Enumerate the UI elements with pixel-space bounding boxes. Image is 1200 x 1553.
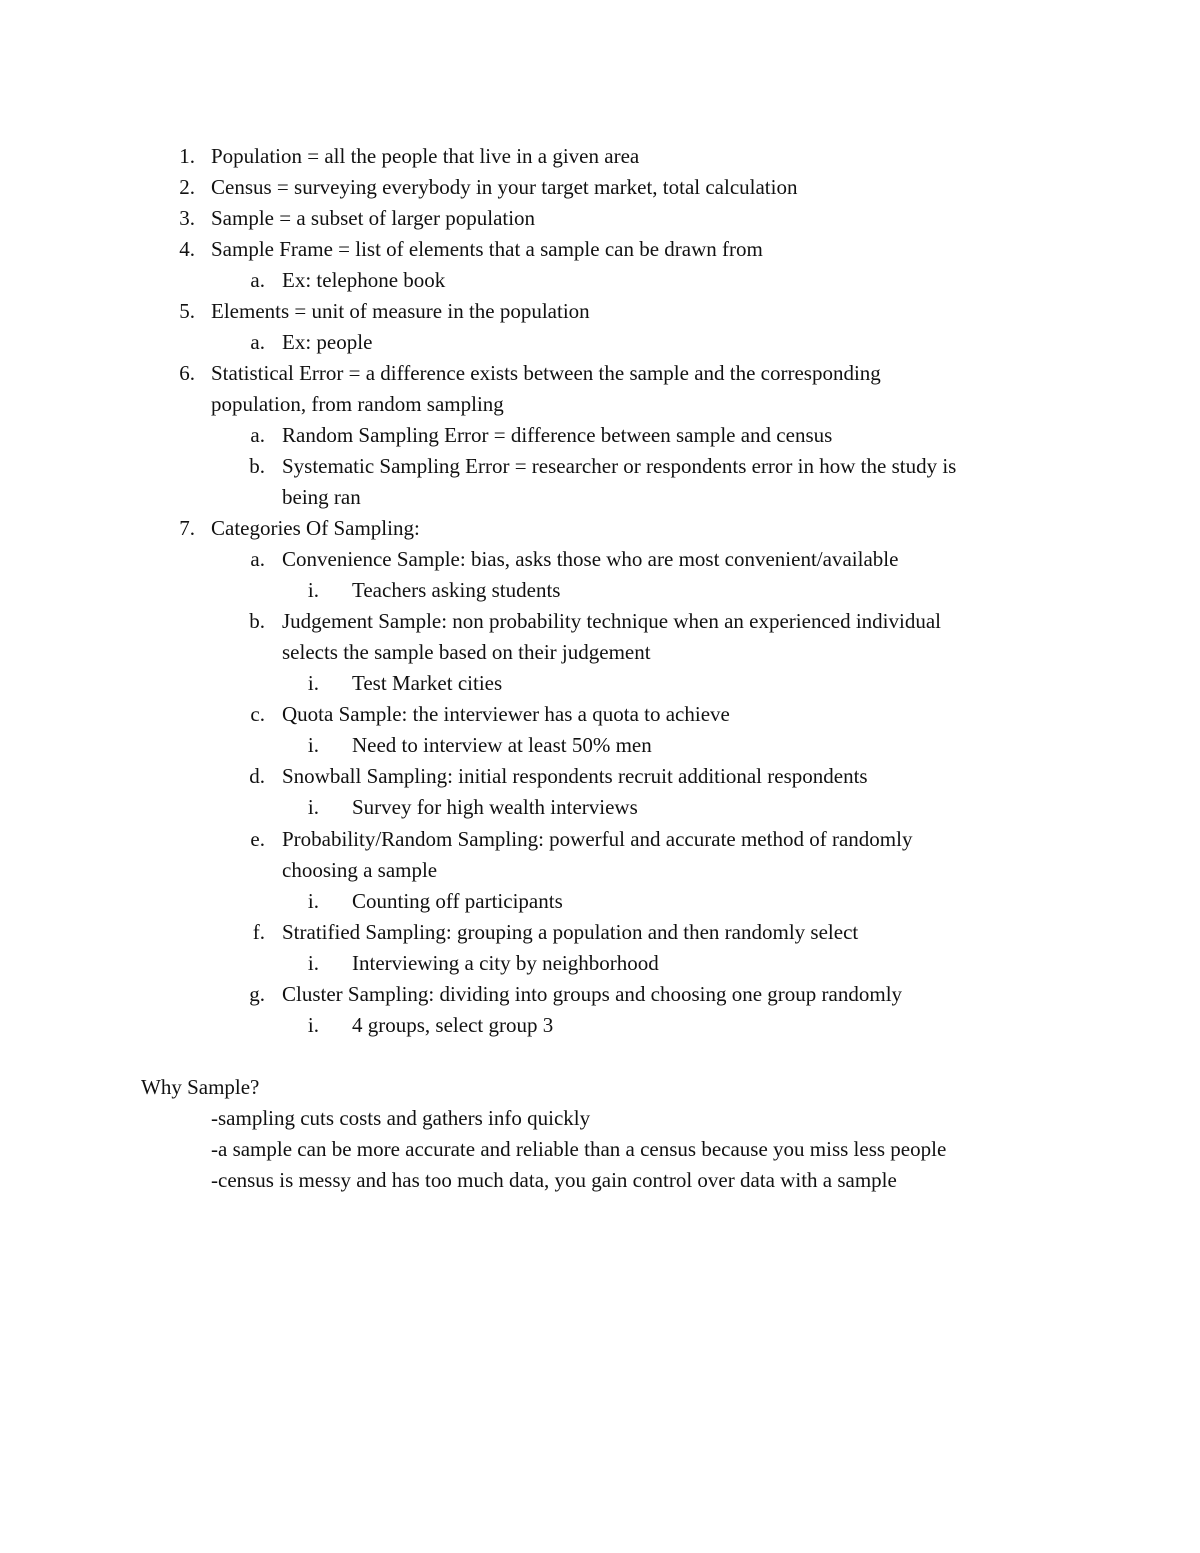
sub-sub-list-item-text: Counting off participants: [352, 889, 563, 913]
sub-list-item-text: Quota Sample: the interviewer has a quota to achieve: [282, 702, 730, 726]
list-number: 4.: [179, 237, 195, 261]
sub-list-letter: a.: [250, 330, 265, 354]
sub-list-item-text: Cluster Sampling: dividing into groups and choosing one group randomly: [282, 982, 903, 1006]
sub-sub-list-item-text: Survey for high wealth interviews: [352, 795, 638, 819]
sub-list-letter: e.: [250, 827, 265, 851]
why-sample-point: -sampling cuts costs and gathers info quickly: [211, 1106, 591, 1130]
roman-numeral: i.: [307, 733, 319, 757]
sub-sub-list-item-text: Interviewing a city by neighborhood: [352, 951, 659, 975]
sub-list-item-text: Convenience Sample: bias, asks those who are most convenient/available: [282, 547, 899, 571]
sub-list-item-text-continued: choosing a sample: [282, 858, 438, 882]
sub-list-letter: a.: [250, 547, 265, 571]
list-item-text: Sample Frame = list of elements that a sample can be drawn from: [211, 237, 763, 261]
sub-list-item-text: Probability/Random Sampling: powerful and accurate method of randomly: [282, 827, 913, 851]
list-number: 7.: [179, 516, 195, 540]
sub-list-item-text: Ex: people: [282, 330, 373, 354]
sub-list-item-text-continued: being ran: [282, 485, 361, 509]
sub-sub-list-item-text: Need to interview at least 50% men: [352, 733, 652, 757]
sub-list-letter: a.: [250, 268, 265, 292]
sub-list-item-text: Snowball Sampling: initial respondents recruit additional respondents: [282, 764, 868, 788]
sub-list-item-text: Stratified Sampling: grouping a population and then randomly select: [282, 920, 859, 944]
sub-list-letter: c.: [250, 702, 265, 726]
list-item-text: Census = surveying everybody in your target market, total calculation: [211, 175, 798, 199]
sub-list-item-text-continued: selects the sample based on their judgement: [282, 640, 651, 664]
list-number: 3.: [179, 206, 195, 230]
sub-list-letter: f.: [252, 920, 265, 944]
list-number: 2.: [179, 175, 195, 199]
list-number: 5.: [179, 299, 195, 323]
roman-numeral: i.: [307, 889, 319, 913]
sub-sub-list-item-text: Test Market cities: [352, 671, 503, 695]
list-item-text: Statistical Error = a difference exists between the sample and the corresponding: [211, 361, 881, 385]
sub-list-item-text: Random Sampling Error = difference between sample and census: [282, 423, 833, 447]
roman-numeral: i.: [307, 1013, 319, 1037]
sub-list-letter: d.: [249, 764, 265, 788]
list-item-text-continued: population, from random sampling: [211, 392, 504, 416]
list-item-text: Population = all the people that live in a given area: [211, 144, 640, 168]
roman-numeral: i.: [307, 671, 319, 695]
list-item-text: Elements = unit of measure in the population: [211, 299, 590, 323]
sub-list-letter: b.: [249, 454, 265, 478]
why-sample-point: -a sample can be more accurate and reliable than a census because you miss less people: [211, 1137, 947, 1161]
roman-numeral: i.: [307, 578, 319, 602]
section-heading: Why Sample?: [141, 1075, 260, 1099]
why-sample-point: -census is messy and has too much data, you gain control over data with a sample: [211, 1168, 897, 1192]
sub-sub-list-item-text: Teachers asking students: [352, 578, 561, 602]
roman-numeral: i.: [307, 795, 319, 819]
sub-list-letter: a.: [250, 423, 265, 447]
sub-list-item-text: Systematic Sampling Error = researcher or respondents error in how the study is: [282, 454, 957, 478]
sub-list-letter: g.: [249, 982, 265, 1006]
roman-numeral: i.: [307, 951, 319, 975]
sub-list-item-text: Ex: telephone book: [282, 268, 446, 292]
list-item-text: Sample = a subset of larger population: [211, 206, 536, 230]
sub-list-item-text: Judgement Sample: non probability technique when an experienced individual: [282, 609, 941, 633]
list-item-text: Categories Of Sampling:: [211, 516, 420, 540]
list-number: 1.: [179, 144, 195, 168]
list-number: 6.: [179, 361, 195, 385]
sub-list-letter: b.: [249, 609, 265, 633]
sub-sub-list-item-text: 4 groups, select group 3: [352, 1013, 554, 1037]
